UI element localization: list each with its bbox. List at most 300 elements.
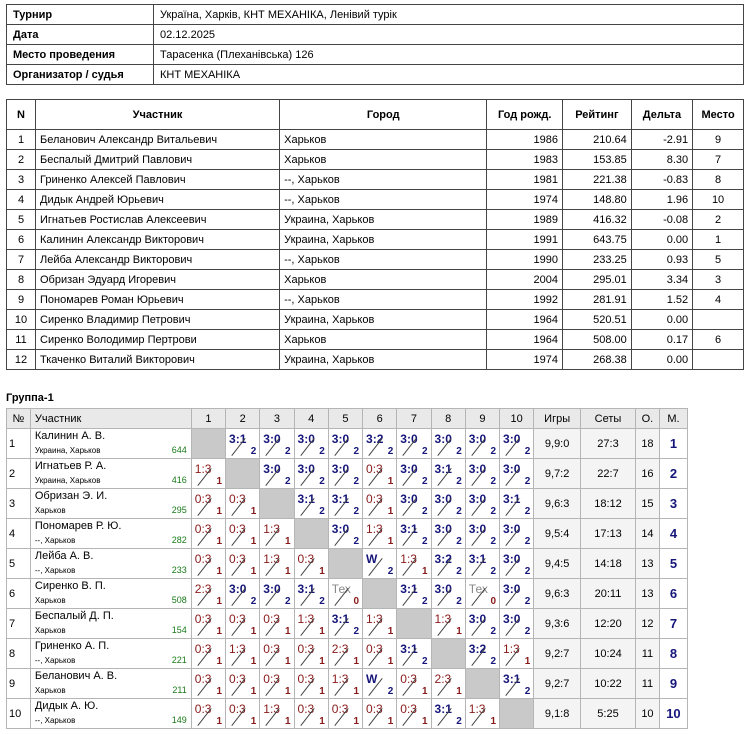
group-header-place: М. (659, 409, 687, 429)
match-score: 3:0 (331, 462, 350, 476)
match-score-cell[interactable] (397, 429, 431, 459)
participant-cell: Украина, Харьков (280, 350, 487, 370)
participant-cell: 6 (7, 230, 36, 250)
match-points: 1 (353, 656, 360, 667)
match-score-cell[interactable] (294, 639, 328, 669)
match-points: 1 (216, 626, 223, 637)
match-points: 1 (319, 626, 325, 637)
participant-cell: 1990 (487, 250, 563, 270)
match-score-cell[interactable] (191, 609, 225, 639)
participant-row (7, 250, 744, 270)
match-points: 2 (490, 506, 497, 517)
match-score-cell[interactable] (465, 459, 499, 489)
match-score-cell[interactable] (500, 579, 534, 609)
row-number: 9 (7, 669, 31, 699)
sets-cell: 10:22 (580, 669, 635, 699)
participant-cell: 2 (693, 210, 744, 230)
participant-cell: 3.34 (631, 270, 692, 290)
player-name: Сиренко В. П. (34, 580, 106, 592)
match-score: 3:0 (229, 582, 247, 596)
match-points: 1 (216, 716, 223, 727)
participant-row (7, 130, 744, 150)
match-score-cell[interactable] (500, 489, 534, 519)
participant-cell (693, 310, 744, 330)
group-header-col: 1 (191, 409, 225, 429)
match-score-cell[interactable] (397, 639, 431, 669)
match-score-cell[interactable] (328, 699, 362, 729)
match-score-cell[interactable] (226, 489, 260, 519)
match-score-cell[interactable] (431, 459, 465, 489)
match-score-cell[interactable] (500, 639, 534, 669)
match-points: 1 (250, 626, 257, 637)
participant-cell: Игнатьев Ростислав Алексеевич (36, 210, 280, 230)
match-score-cell[interactable] (191, 699, 225, 729)
match-score: 3:1 (400, 582, 418, 596)
match-points: 2 (284, 596, 291, 607)
player-city: Харьков (34, 596, 66, 605)
match-score-cell[interactable] (431, 579, 465, 609)
place-cell: 6 (659, 579, 687, 609)
match-score: 1:3 (468, 702, 486, 716)
place-cell: 2 (659, 459, 687, 489)
match-score-cell[interactable] (465, 579, 499, 609)
match-score-cell[interactable] (465, 519, 499, 549)
player-name: Игнатьев Р. А. (34, 460, 107, 472)
match-score-cell[interactable] (226, 549, 260, 579)
group-header-col: 5 (328, 409, 362, 429)
participant-cell: 148.80 (562, 190, 631, 210)
match-score-cell[interactable] (363, 699, 397, 729)
participant-cell: Пономарев Роман Юрьевич (36, 290, 280, 310)
match-score-cell[interactable] (500, 519, 534, 549)
match-score-cell[interactable] (260, 669, 294, 699)
player-cell[interactable] (30, 699, 191, 729)
match-score-cell[interactable] (465, 699, 499, 729)
diagonal-cell (465, 669, 499, 699)
match-score-cell[interactable] (363, 519, 397, 549)
match-score-cell[interactable] (191, 579, 225, 609)
match-points: 2 (524, 506, 531, 517)
place-cell: 4 (659, 519, 687, 549)
match-points: 2 (284, 446, 291, 457)
match-points: 1 (216, 566, 223, 577)
match-points: 2 (319, 506, 325, 517)
match-score-cell[interactable] (465, 489, 499, 519)
points-cell: 10 (636, 699, 660, 729)
match-score-cell[interactable] (226, 699, 260, 729)
match-points: 1 (387, 506, 394, 517)
match-score-cell[interactable] (500, 429, 534, 459)
match-points: 1 (250, 566, 257, 577)
group-row (7, 459, 688, 489)
participant-cell: 0.93 (631, 250, 692, 270)
match-score: 3:2 (366, 432, 384, 446)
match-score-cell[interactable] (465, 429, 499, 459)
group-row (7, 699, 688, 729)
info-row (7, 5, 744, 25)
games-cell: 9,2:7 (534, 639, 581, 669)
match-score: 3:1 (468, 552, 487, 566)
points-cell: 11 (636, 669, 660, 699)
sets-cell: 22:7 (580, 459, 635, 489)
match-score: 0:3 (297, 642, 315, 656)
match-score: 1:3 (194, 462, 212, 476)
match-score: 3:1 (503, 492, 521, 506)
match-points: 1 (421, 566, 428, 577)
match-score-cell[interactable] (226, 519, 260, 549)
diagonal-cell (191, 429, 225, 459)
participants-header-cell: Рейтинг (562, 100, 631, 130)
player-name: Калинин А. В. (34, 430, 106, 442)
match-score-cell[interactable] (328, 579, 362, 609)
match-points: 1 (216, 476, 223, 487)
match-score: 3:1 (297, 492, 315, 506)
participants-table (6, 99, 744, 370)
player-cell[interactable] (30, 579, 191, 609)
match-score-cell[interactable] (294, 669, 328, 699)
match-score-cell[interactable] (294, 609, 328, 639)
diagonal-cell (328, 549, 362, 579)
match-points: 2 (421, 536, 428, 547)
sets-cell: 10:24 (580, 639, 635, 669)
match-score-cell[interactable] (328, 609, 362, 639)
match-points: 1 (387, 476, 394, 487)
match-points: 1 (387, 656, 394, 667)
match-score-cell[interactable] (260, 549, 294, 579)
match-score-cell[interactable] (465, 609, 499, 639)
match-score: 3:1 (229, 432, 247, 446)
match-score-cell[interactable] (294, 489, 328, 519)
match-score-cell[interactable] (294, 549, 328, 579)
match-score: 1:3 (297, 612, 315, 626)
match-score-cell[interactable] (328, 519, 362, 549)
participant-cell: 8 (693, 170, 744, 190)
participant-cell: 1964 (487, 310, 563, 330)
match-score-cell[interactable] (363, 459, 397, 489)
games-cell: 9,6:3 (534, 579, 581, 609)
match-score-cell[interactable] (260, 609, 294, 639)
match-score-cell[interactable] (294, 579, 328, 609)
match-score-cell[interactable] (328, 489, 362, 519)
match-score-cell[interactable] (397, 459, 431, 489)
match-score: 0:3 (229, 552, 246, 566)
participant-cell: 1 (7, 130, 36, 150)
points-cell: 14 (636, 519, 660, 549)
match-score-cell[interactable] (431, 609, 465, 639)
match-points: 2 (456, 596, 462, 607)
participant-cell: 281.91 (562, 290, 631, 310)
match-points: 2 (421, 596, 428, 607)
group-header-col: 7 (397, 409, 431, 429)
match-score-cell[interactable] (465, 549, 499, 579)
match-score-cell[interactable] (328, 669, 362, 699)
match-points: 2 (353, 626, 360, 637)
match-score-cell[interactable] (260, 699, 294, 729)
player-cell[interactable] (30, 639, 191, 669)
group-header-num: № (7, 409, 31, 429)
diagonal-cell (397, 609, 431, 639)
participant-cell: 1964 (487, 330, 563, 350)
match-points: 2 (490, 536, 497, 547)
match-score-cell[interactable] (294, 699, 328, 729)
player-rating: 211 (172, 685, 187, 695)
match-score: 3:0 (297, 462, 315, 476)
group-title: Группа-1 (6, 392, 54, 404)
place-cell: 3 (659, 489, 687, 519)
match-score-cell[interactable] (397, 699, 431, 729)
participant-cell: 1992 (487, 290, 563, 310)
match-score: 3:0 (503, 612, 521, 626)
player-cell[interactable] (30, 519, 191, 549)
match-score: 3:1 (297, 582, 315, 596)
match-score: 1:3 (331, 672, 349, 686)
match-score-cell[interactable] (363, 489, 397, 519)
group-row (7, 489, 688, 519)
player-city: --, Харьков (34, 716, 76, 725)
match-points: 2 (490, 626, 497, 637)
participant-cell: 520.51 (562, 310, 631, 330)
match-points: 1 (319, 566, 325, 577)
player-cell[interactable] (30, 459, 191, 489)
match-score: 3:0 (400, 492, 418, 506)
player-name: Гриненко А. П. (34, 640, 110, 652)
match-points: 2 (524, 596, 531, 607)
place-cell: 1 (659, 429, 687, 459)
participant-cell: --, Харьков (280, 290, 487, 310)
match-score-cell[interactable] (191, 489, 225, 519)
player-cell[interactable] (30, 609, 191, 639)
match-score: 1:3 (263, 552, 280, 566)
match-score: 0:3 (263, 672, 280, 686)
match-score-cell[interactable] (260, 429, 294, 459)
participant-cell: Гриненко Алексей Павлович (36, 170, 280, 190)
match-score-cell[interactable] (363, 639, 397, 669)
participant-cell: 295.01 (562, 270, 631, 290)
match-score-cell[interactable] (226, 639, 260, 669)
points-cell: 13 (636, 549, 660, 579)
diagonal-cell (431, 639, 465, 669)
participant-cell: -0.83 (631, 170, 692, 190)
diagonal-cell (500, 699, 534, 729)
match-points: 1 (284, 656, 291, 667)
points-cell: 12 (636, 609, 660, 639)
place-cell: 9 (659, 669, 687, 699)
participant-cell: Украина, Харьков (280, 230, 487, 250)
points-cell: 15 (636, 489, 660, 519)
participant-cell: 1981 (487, 170, 563, 190)
player-cell[interactable] (30, 489, 191, 519)
participant-cell: 416.32 (562, 210, 631, 230)
match-points: 2 (250, 446, 257, 457)
player-rating: 282 (171, 535, 187, 545)
match-points: 1 (456, 626, 462, 637)
match-score: 3:0 (297, 432, 315, 446)
info-key: Организатор / судья (7, 65, 154, 85)
participant-cell: 0.00 (631, 230, 692, 250)
match-points: 1 (216, 506, 223, 517)
match-score-cell[interactable] (294, 459, 328, 489)
participant-cell: 2004 (487, 270, 563, 290)
match-score-cell[interactable] (363, 609, 397, 639)
match-score-cell[interactable] (328, 639, 362, 669)
match-points: 1 (524, 656, 531, 667)
participant-cell: -0.08 (631, 210, 692, 230)
participant-cell: -2.91 (631, 130, 692, 150)
match-score: 0:3 (194, 642, 212, 656)
match-score-cell[interactable] (397, 549, 431, 579)
match-points: 2 (490, 566, 497, 577)
match-score-cell[interactable] (431, 519, 465, 549)
place-cell: 8 (659, 639, 687, 669)
player-rating: 233 (171, 565, 187, 575)
match-score-cell[interactable] (500, 549, 534, 579)
group-header-player: Участник (30, 409, 191, 429)
match-score-cell[interactable] (191, 549, 225, 579)
participant-cell: 2 (7, 150, 36, 170)
match-score-cell[interactable] (397, 579, 431, 609)
group-row (7, 579, 688, 609)
match-points: 2 (456, 566, 462, 577)
match-points: 1 (319, 656, 325, 667)
match-score-cell[interactable] (226, 429, 260, 459)
player-cell[interactable] (30, 429, 191, 459)
match-score-cell[interactable] (431, 489, 465, 519)
match-score-cell[interactable] (191, 639, 225, 669)
match-points: 0 (353, 596, 360, 607)
participant-cell: Обризан Эдуард Игоревич (36, 270, 280, 290)
match-score: 0:3 (297, 552, 315, 566)
match-points: 1 (387, 626, 394, 637)
match-score-cell[interactable] (431, 549, 465, 579)
match-score-cell[interactable] (260, 639, 294, 669)
match-score: 3:0 (503, 582, 521, 596)
match-score-cell[interactable] (328, 429, 362, 459)
match-score: 3:0 (434, 522, 452, 536)
match-points: 1 (284, 716, 291, 727)
diagonal-cell (363, 579, 397, 609)
player-cell[interactable] (30, 669, 191, 699)
match-score-cell[interactable] (431, 429, 465, 459)
match-points: 1 (284, 686, 291, 697)
match-score: 3:0 (263, 462, 281, 476)
match-score-cell[interactable] (500, 669, 534, 699)
match-points: 1 (216, 656, 223, 667)
info-value: Тарасенка (Плеханівська) 126 (154, 45, 744, 65)
match-score-cell[interactable] (397, 669, 431, 699)
match-score-cell[interactable] (500, 609, 534, 639)
group-header-col: 2 (226, 409, 260, 429)
match-points: 0 (490, 596, 497, 607)
match-score: 3:0 (263, 582, 281, 596)
match-points: 1 (216, 596, 223, 607)
match-score: 3:2 (434, 552, 452, 566)
participants-header-row (7, 100, 744, 130)
match-score: 1:3 (503, 642, 520, 656)
match-score-cell[interactable] (226, 669, 260, 699)
games-cell: 9,5:4 (534, 519, 581, 549)
match-score-cell[interactable] (431, 669, 465, 699)
info-key: Дата (7, 25, 154, 45)
row-number: 10 (7, 699, 31, 729)
info-value: КНТ МЕХАНІКА (154, 65, 744, 85)
match-score-cell[interactable] (226, 579, 260, 609)
participant-cell: 7 (693, 150, 744, 170)
group-header-col: 3 (260, 409, 294, 429)
participants-header-cell: Город (280, 100, 487, 130)
match-score: 0:3 (229, 492, 246, 506)
participant-cell: 643.75 (562, 230, 631, 250)
match-score-cell[interactable] (431, 699, 465, 729)
match-score-cell[interactable] (328, 459, 362, 489)
sets-cell: 20:11 (580, 579, 635, 609)
match-points: 1 (490, 716, 497, 727)
match-score-cell[interactable] (294, 429, 328, 459)
player-rating: 221 (171, 655, 187, 665)
match-score-cell[interactable] (465, 639, 499, 669)
participant-cell: --, Харьков (280, 190, 487, 210)
match-score-cell[interactable] (397, 489, 431, 519)
match-points: 1 (353, 686, 360, 697)
participant-cell: 1991 (487, 230, 563, 250)
player-name: Обризан Э. И. (34, 490, 108, 502)
player-rating: 149 (171, 715, 187, 725)
match-score-cell[interactable] (191, 459, 225, 489)
match-points: 2 (490, 476, 497, 487)
group-header-row (7, 409, 688, 429)
player-name: Лейба А. В. (34, 550, 94, 562)
match-score: 3:1 (434, 462, 452, 476)
match-score-cell[interactable] (363, 669, 397, 699)
info-value: Україна, Харків, КНТ МЕХАНІКА, Ленівий турік (154, 5, 744, 25)
match-points: 2 (387, 686, 394, 697)
match-score: 0:3 (400, 672, 417, 686)
player-cell[interactable] (30, 549, 191, 579)
match-points: 1 (216, 686, 223, 697)
group-header-col: 8 (431, 409, 465, 429)
participant-cell: Харьков (280, 150, 487, 170)
participant-cell: 1983 (487, 150, 563, 170)
participant-cell: Лейба Александр Викторович (36, 250, 280, 270)
participant-cell: 3 (7, 170, 36, 190)
match-points: 1 (387, 716, 394, 727)
participant-cell: 11 (7, 330, 36, 350)
diagonal-cell (260, 489, 294, 519)
match-score-cell[interactable] (260, 459, 294, 489)
match-points: 2 (524, 566, 531, 577)
match-points: 1 (284, 536, 291, 547)
match-score-cell[interactable] (397, 519, 431, 549)
match-score: 0:3 (194, 552, 212, 566)
match-score-cell[interactable] (500, 459, 534, 489)
games-cell: 9,2:7 (534, 669, 581, 699)
match-score-cell[interactable] (191, 519, 225, 549)
participant-cell: 4 (693, 290, 744, 310)
participant-cell: 3 (693, 270, 744, 290)
match-score-cell[interactable] (260, 519, 294, 549)
group-row (7, 429, 688, 459)
match-score-cell[interactable] (260, 579, 294, 609)
match-score-cell[interactable] (363, 429, 397, 459)
match-score-cell[interactable] (226, 609, 260, 639)
match-score: 1:3 (229, 642, 246, 656)
player-rating: 154 (171, 625, 187, 635)
match-score-cell[interactable] (363, 549, 397, 579)
match-score-cell[interactable] (191, 669, 225, 699)
games-cell: 9,1:8 (534, 699, 581, 729)
participants-header-cell: N (7, 100, 36, 130)
match-score: 0:3 (229, 612, 246, 626)
match-score: 0:3 (194, 672, 212, 686)
